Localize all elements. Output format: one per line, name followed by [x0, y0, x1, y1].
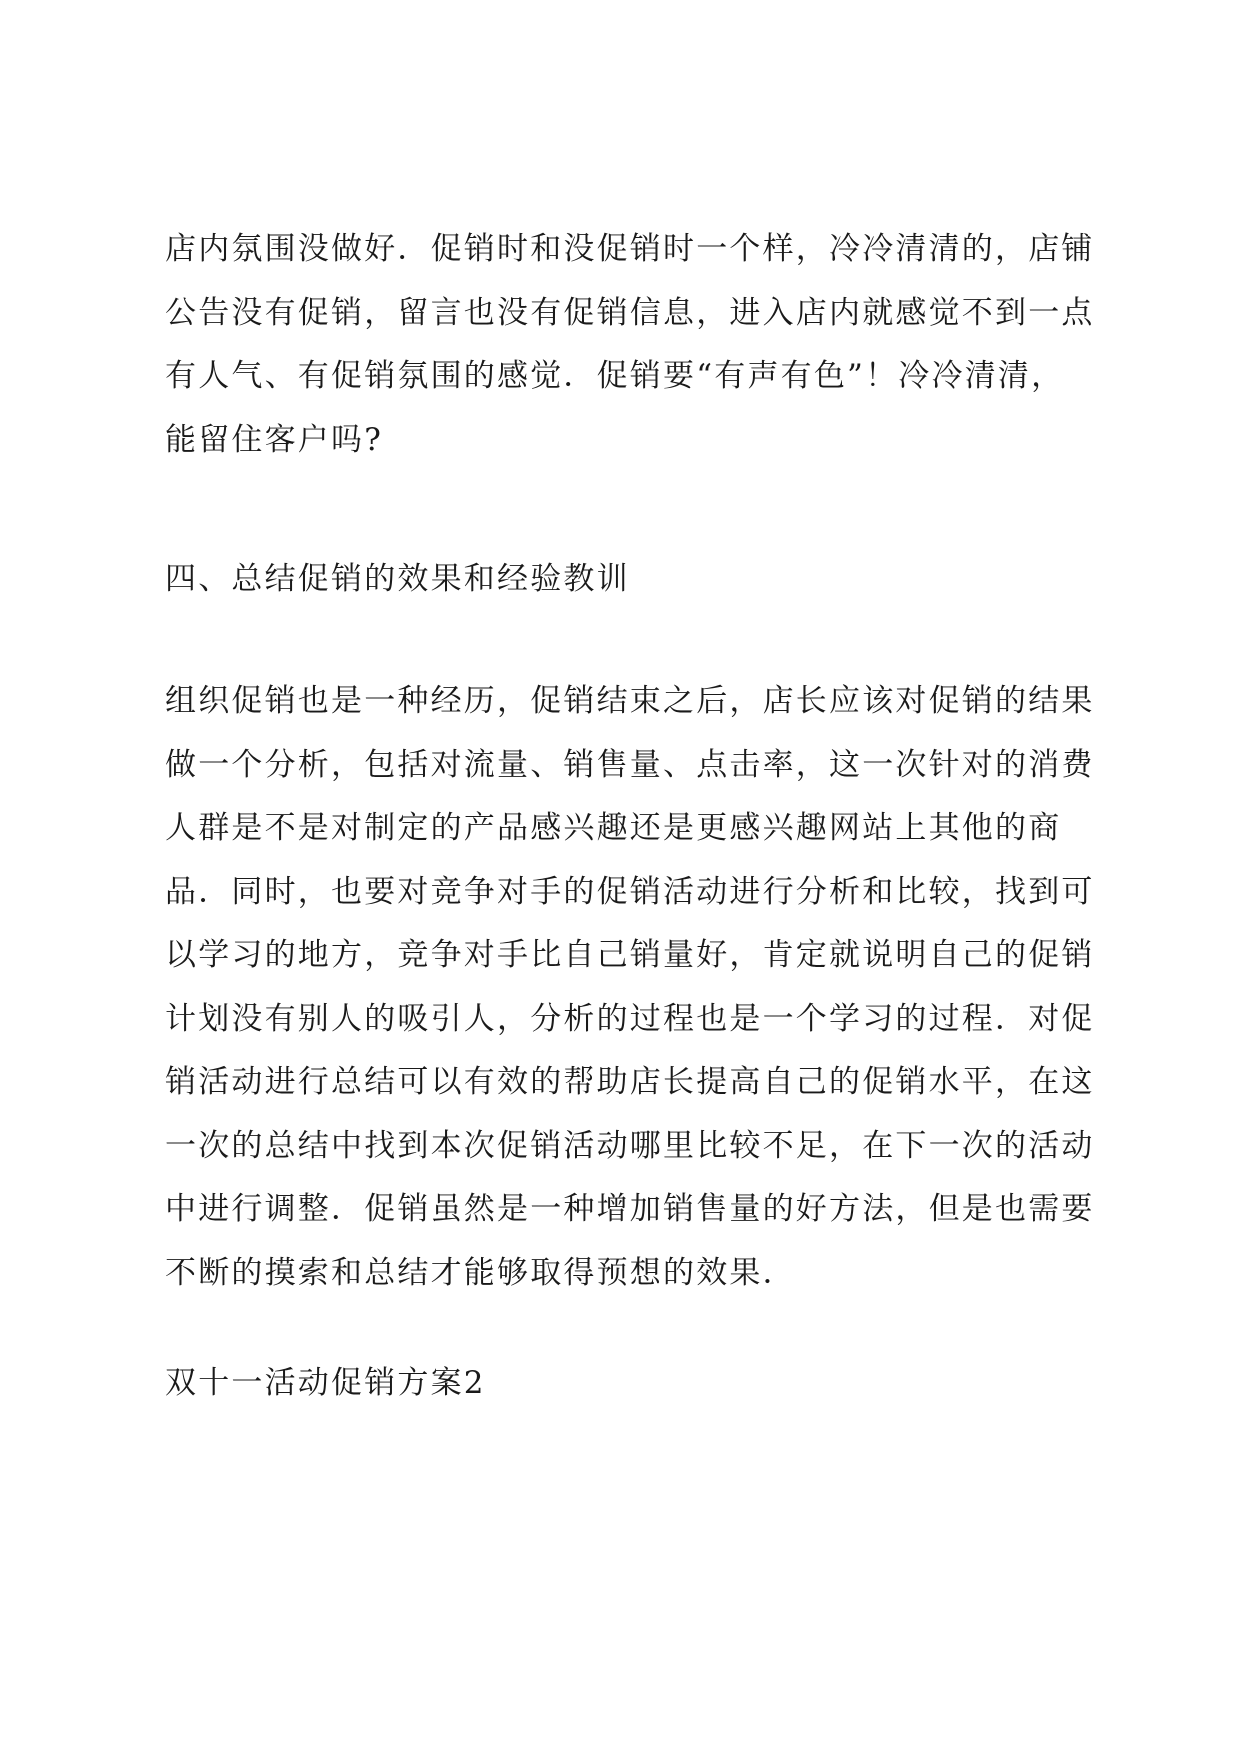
text-line: 做一个分析，包括对流量、销售量、点击率，这一次针对的消费 — [165, 746, 1095, 783]
plan-heading: 双十一活动促销方案2 — [165, 1365, 486, 1401]
paragraph-atmosphere — [165, 218, 1095, 472]
paragraph-summary — [165, 670, 1095, 1305]
text-line: 有人气、有促销氛围的感觉．促销要“有声有色”！冷冷清清， — [165, 358, 1065, 394]
section-heading-summary: 四、总结促销的效果和经验教训 — [165, 561, 630, 597]
text-line: 人群是不是对制定的产品感兴趣还是更感兴趣网站上其他的商 — [165, 810, 1062, 846]
text-line: 品．同时，也要对竞争对手的促销活动进行分析和比较，找到可 — [165, 873, 1095, 910]
text-line: 销活动进行总结可以有效的帮助店长提高自己的促销水平，在这 — [165, 1064, 1095, 1100]
text-line: 组织促销也是一种经历，促销结束之后，店长应该对促销的结果 — [165, 683, 1095, 719]
text-line: 中进行调整．促销虽然是一种增加销售量的好方法，但是也需要 — [165, 1191, 1095, 1227]
text-line: 公告没有促销，留言也没有促销信息，进入店内就感觉不到一点 — [165, 294, 1095, 331]
text-line: 能留住客户吗? — [165, 421, 384, 458]
text-line: 计划没有别人的吸引人，分析的过程也是一个学习的过程．对促 — [165, 1000, 1095, 1037]
text-line: 以学习的地方，竞争对手比自己销量好，肯定就说明自己的促销 — [165, 937, 1095, 973]
text-line: 一次的总结中找到本次促销活动哪里比较不足，在下一次的活动 — [165, 1127, 1095, 1164]
text-line: 不断的摸索和总结才能够取得预想的效果． — [165, 1254, 796, 1291]
text-line: 店内氛围没做好．促销时和没促销时一个样，冷冷清清的，店铺 — [165, 231, 1095, 267]
